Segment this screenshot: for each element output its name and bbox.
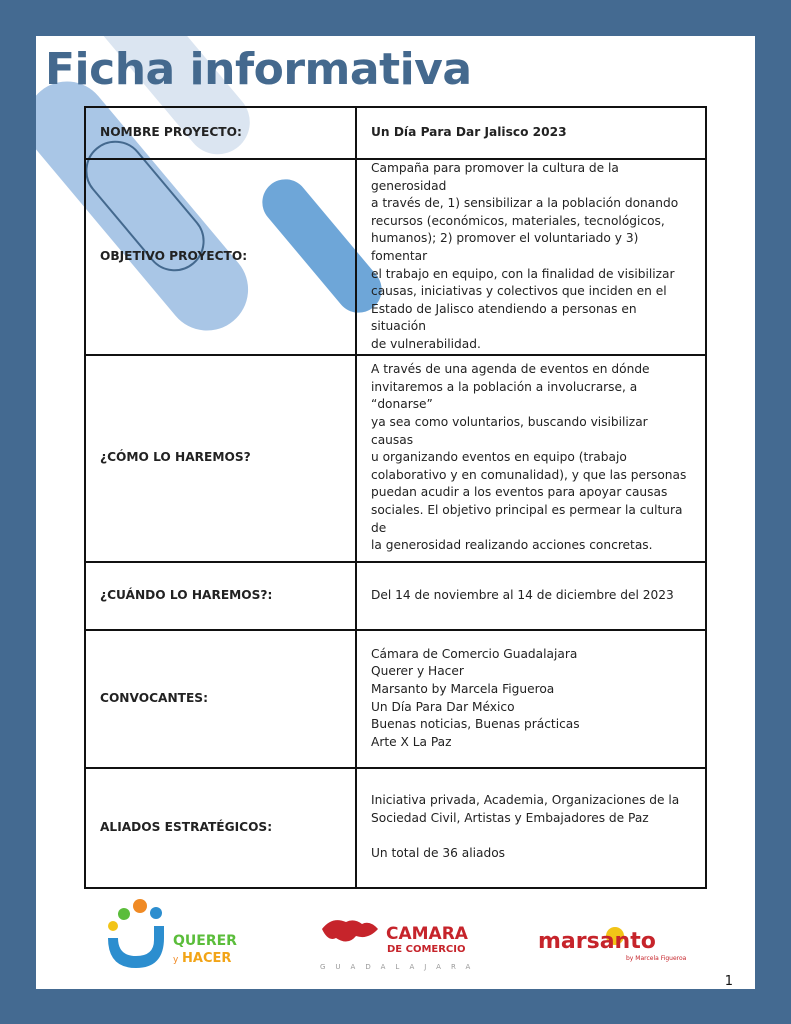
value-line: Sociedad Civil, Artistas y Embajadores de Paz — [371, 810, 649, 825]
info-table — [84, 106, 707, 889]
table-row — [85, 159, 706, 355]
row-label: ALIADOS ESTRATÉGICOS: — [85, 768, 356, 888]
value-line: ya sea como voluntarios, buscando visibilizar causas — [371, 415, 648, 447]
value-line: el trabajo en equipo, con la finalidad de visibilizar — [371, 266, 675, 281]
sponsor-logos — [36, 896, 755, 976]
svg-text:HACER: HACER — [182, 951, 232, 966]
value-line: puedan acudir a los eventos para apoyar causas — [371, 485, 668, 500]
svg-text:DE COMERCIO: DE COMERCIO — [387, 944, 466, 955]
value-line: causas, iniciativas y colectivos que inciden en el — [371, 284, 667, 299]
row-label: ¿CUÁNDO LO HAREMOS?: — [85, 562, 356, 630]
value-line: Iniciativa privada, Academia, Organizaciones de la — [371, 793, 680, 808]
value-line: u organizando eventos en equipo (trabajo — [371, 450, 627, 465]
value-line: invitaremos a la población a involucrarse, a “donarse” — [371, 379, 638, 412]
value-line: A través de una agenda de eventos en dónde — [371, 362, 650, 377]
table-row — [85, 355, 706, 562]
row-label: OBJETIVO PROYECTO: — [85, 159, 356, 355]
svg-text:marsanto: marsanto — [538, 929, 656, 954]
value-line: recursos (económicos, materiales, tecnológicos, — [371, 213, 665, 228]
value-line: Del 14 de noviembre al 14 de diciembre del 2023 — [371, 587, 674, 602]
value-line: Marsanto by Marcela Figueroa — [371, 681, 555, 696]
svg-text:by Marcela Figueroa: by Marcela Figueroa — [626, 955, 687, 962]
marsanto-logo — [538, 927, 687, 962]
querer-y-hacer-logo — [108, 899, 237, 968]
row-value — [356, 107, 706, 159]
value-line: Campaña para promover la cultura de la generosidad — [371, 161, 619, 193]
svg-text:CAMARA: CAMARA — [386, 924, 468, 944]
row-value — [356, 630, 706, 768]
svg-text:y: y — [173, 955, 179, 965]
table-row — [85, 630, 706, 768]
row-value — [356, 768, 706, 888]
value-line: de vulnerabilidad. — [371, 336, 481, 351]
value-line: Un total de 36 aliados — [371, 846, 506, 861]
svg-text:GUADALAJARA: GUADALAJARA — [320, 963, 481, 971]
value-line: Querer y Hacer — [371, 664, 464, 679]
table-row — [85, 562, 706, 630]
value-line: a través de, 1) sensibilizar a la población donando — [371, 196, 679, 211]
row-value — [356, 562, 706, 630]
value-line: humanos); 2) promover el voluntariado y 3) fomentar — [371, 231, 639, 263]
row-value — [356, 355, 706, 562]
value-line: Arte X La Paz — [371, 734, 452, 749]
value-line: Estado de Jalisco atendiendo a personas en situación — [371, 301, 637, 334]
value-line: sociales. El objetivo principal es permear la cultura de — [371, 503, 683, 535]
value-line: Un Día Para Dar Jalisco 2023 — [371, 125, 567, 140]
value-line: Cámara de Comercio Guadalajara — [371, 646, 578, 661]
row-label: CONVOCANTES: — [85, 630, 356, 768]
table-row — [85, 768, 706, 888]
value-line: colaborativo y en comunalidad), y que las personas — [371, 467, 687, 482]
page-title: Ficha informativa — [45, 44, 472, 95]
row-label: ¿CÓMO LO HAREMOS? — [85, 355, 356, 562]
row-value — [356, 159, 706, 355]
table-row — [85, 107, 706, 159]
value-gap — [371, 828, 691, 846]
row-label: NOMBRE PROYECTO: — [85, 107, 356, 159]
page-number: 1 — [724, 974, 733, 989]
svg-text:QUERER: QUERER — [173, 933, 237, 949]
value-line: Un Día Para Dar México — [371, 699, 515, 714]
value-line: la generosidad realizando acciones concretas. — [371, 538, 653, 553]
camara-de-comercio-logo — [320, 920, 480, 971]
document-page — [36, 36, 755, 989]
value-line: Buenas noticias, Buenas prácticas — [371, 717, 580, 732]
